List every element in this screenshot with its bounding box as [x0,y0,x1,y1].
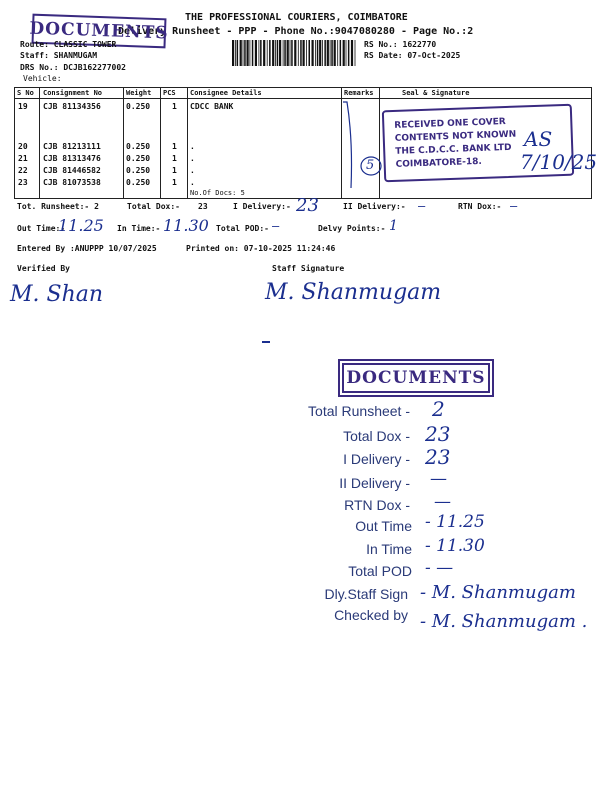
table-row-weight: 0.250 [126,102,151,111]
barcode-bar [317,40,319,66]
barcode-bar [346,40,347,66]
right-label-total-pod: Total POD [348,563,412,579]
tot-runsheet: Tot. Runsheet:- 2 [17,202,99,211]
barcode-bar [235,40,236,66]
barcode-bar [283,40,284,66]
table-row-details: . [190,166,195,175]
entered-by: Entered By :ANUPPP 10/07/2025 [17,244,157,253]
delvy-points-label: Delvy Points:- [318,224,386,233]
barcode-bar [290,40,291,66]
barcode-bar [243,40,244,66]
barcode-bar [312,40,314,66]
barcode [232,40,358,66]
verified-by-label: Verified By [17,264,70,273]
barcode-bar [324,40,326,66]
in-time-label: In Time:- [117,224,161,233]
table-row-cons: CJB 81446582 [43,166,101,175]
table-row-sno: 21 [18,154,28,163]
table-row-weight: 0.250 [126,154,151,163]
table-row-cons: CJB 81213111 [43,142,101,151]
right-value-out-time: - 11.25 [425,512,485,532]
barcode-bar [232,40,234,66]
barcode-bar [322,40,323,66]
rs-date: RS Date: 07-Oct-2025 [364,51,461,60]
barcode-bar [340,40,342,66]
right-value-i-delivery: 23 [425,445,451,469]
drs-no: DRS No.: DCJB162277002 [20,63,126,72]
barcode-bar [327,40,329,66]
vehicle: Vehicle: [23,74,62,83]
table-row-weight: 0.250 [126,142,151,151]
i-delivery-value: 23 [296,195,319,216]
barcode-bar [255,40,257,66]
barcode-bar [269,40,271,66]
runsheet-title: Delivery Runsheet - PPP - Phone No.:9047080280 - Page No.:2 [118,26,474,37]
barcode-bar [244,40,246,66]
documents-stamp-right-text: DOCUMENTS [346,367,486,388]
table-row-details: . [190,178,195,187]
barcode-bar [263,40,265,66]
staff-signature-label: Staff Signature [272,264,345,273]
barcode-bar [277,40,279,66]
table-row-cons: CJB 81073538 [43,178,101,187]
seal-line: COIMBATORE-18. [395,156,483,170]
barcode-bar [298,40,299,66]
barcode-bar [237,40,239,66]
barcode-bar [348,40,350,66]
barcode-bar [331,40,333,66]
table-row-pcs: 1 [172,154,177,163]
barcode-bar [272,40,274,66]
table-row-details: CDCC BANK [190,102,234,111]
rtn-dox-value: — [510,199,518,213]
ii-delivery-label: II Delivery:- [343,202,406,211]
barcode-bar [291,40,293,66]
right-label-staff-sign: Dly.Staff Sign [324,586,408,602]
barcode-bar [284,40,286,66]
barcode-bar [303,40,305,66]
barcode-bar [309,40,311,66]
table-row-pcs: 1 [172,166,177,175]
total-pod-value: — [272,219,280,233]
th-weight: Weight [126,89,152,97]
table-row-sno: 22 [18,166,28,175]
th-consignment: Consignment No [43,89,103,97]
rs-no: RS No.: 1622770 [364,40,437,49]
staff: Staff: SHANMUGAM [20,51,98,60]
barcode-bar [315,40,316,66]
right-label-checked-by: Checked by [334,607,408,623]
rtn-dox-label: RTN Dox:- [458,202,502,211]
verified-signature: M. Shan [10,282,104,307]
th-sno: S No [17,89,34,97]
barcode-bar [275,40,276,66]
barcode-bar [260,40,262,66]
barcode-bar [240,40,242,66]
out-time-label: Out Time:- [17,224,66,233]
th-pcs: PCS [163,89,176,97]
total-dox-label: Total Dox:- [127,202,180,211]
right-label-out-time: Out Time [355,518,412,534]
barcode-bar [343,40,345,66]
barcode-bar [287,40,289,66]
seal-line: RECEIVED ONE COVER [394,117,506,131]
barcode-bar [306,40,307,66]
barcode-bar [252,40,254,66]
delvy-points-value: 1 [389,218,398,234]
barcode-bar [330,40,331,66]
ink-mark [262,341,270,343]
th-consignee: Consignee Details [190,89,262,97]
barcode-bar [319,40,321,66]
barcode-bar [279,40,281,66]
seal-line: CONTENTS NOT KNOWN [394,129,517,144]
table-row-details: . [190,142,195,151]
total-pod-label: Total POD:- [216,224,269,233]
barcode-bar [247,40,249,66]
right-value-total-pod: - — [425,558,454,578]
barcode-bar [355,40,356,66]
table-row-weight: 0.250 [126,178,151,187]
barcode-bar [351,40,353,66]
table-row-details: . [190,154,195,163]
out-time-value: 11.25 [58,216,104,235]
i-delivery-label: I Delivery:- [233,202,291,211]
barcode-bar [250,40,251,66]
table-row-weight: 0.250 [126,166,151,175]
table-row-sno: 19 [18,102,28,111]
table-row-pcs: 1 [172,178,177,187]
barcode-bar [259,40,260,66]
right-label-ii-delivery: II Delivery - [339,475,410,491]
right-label-total-runsheet: Total Runsheet - [308,403,410,419]
table-row-cons: CJB 81134356 [43,102,101,111]
documents-stamp-right [342,363,490,393]
right-label-rtn-dox: RTN Dox - [344,497,410,513]
right-value-rtn-dox: — [434,492,451,512]
staff-signature: M. Shanmugam [265,280,442,305]
th-seal: Seal & Signature [402,89,470,97]
seal-signature: AS [524,127,553,151]
right-value-total-dox: 23 [425,422,451,446]
company-title: THE PROFESSIONAL COURIERS, COIMBATORE [185,12,408,23]
barcode-bar [267,40,268,66]
seal-date: 7/10/25 [520,150,598,174]
right-value-total-runsheet: 2 [432,397,445,421]
seal-line: THE C.D.C.C. BANK LTD [395,142,512,157]
in-time-value: 11.30 [163,216,209,235]
documents-stamp-top-text: DOCUMENTS [29,18,169,43]
right-label-total-dox: Total Dox - [343,428,410,444]
ii-delivery-value: — [418,199,426,213]
barcode-bar [334,40,336,66]
table-row-sno: 23 [18,178,28,187]
right-label-in-time: In Time [366,541,412,557]
remarks-circled-count: 5 [366,158,375,173]
table-row-sno: 20 [18,142,28,151]
printed-on: Printed on: 07-10-2025 11:24:46 [186,244,336,253]
remarks-bracket [327,100,383,190]
barcode-bar [337,40,338,66]
right-label-i-delivery: I Delivery - [343,451,410,467]
right-value-staff-sign: - M. Shanmugam [420,582,576,603]
table-row-pcs: 1 [172,102,177,111]
route: Route: CLASSIC TOWER [20,40,117,49]
right-value-ii-delivery: — [430,469,447,489]
right-value-in-time: - 11.30 [425,536,485,556]
barcode-bar [294,40,296,66]
right-value-checked-by: - M. Shanmugam . [420,611,588,632]
total-dox-value: 23 [198,202,208,211]
no-of-docs: No.Of Docs: 5 [190,189,245,197]
barcode-bar [300,40,302,66]
table-row-pcs: 1 [172,142,177,151]
table-row-cons: CJB 81313476 [43,154,101,163]
th-remarks: Remarks [344,89,374,97]
